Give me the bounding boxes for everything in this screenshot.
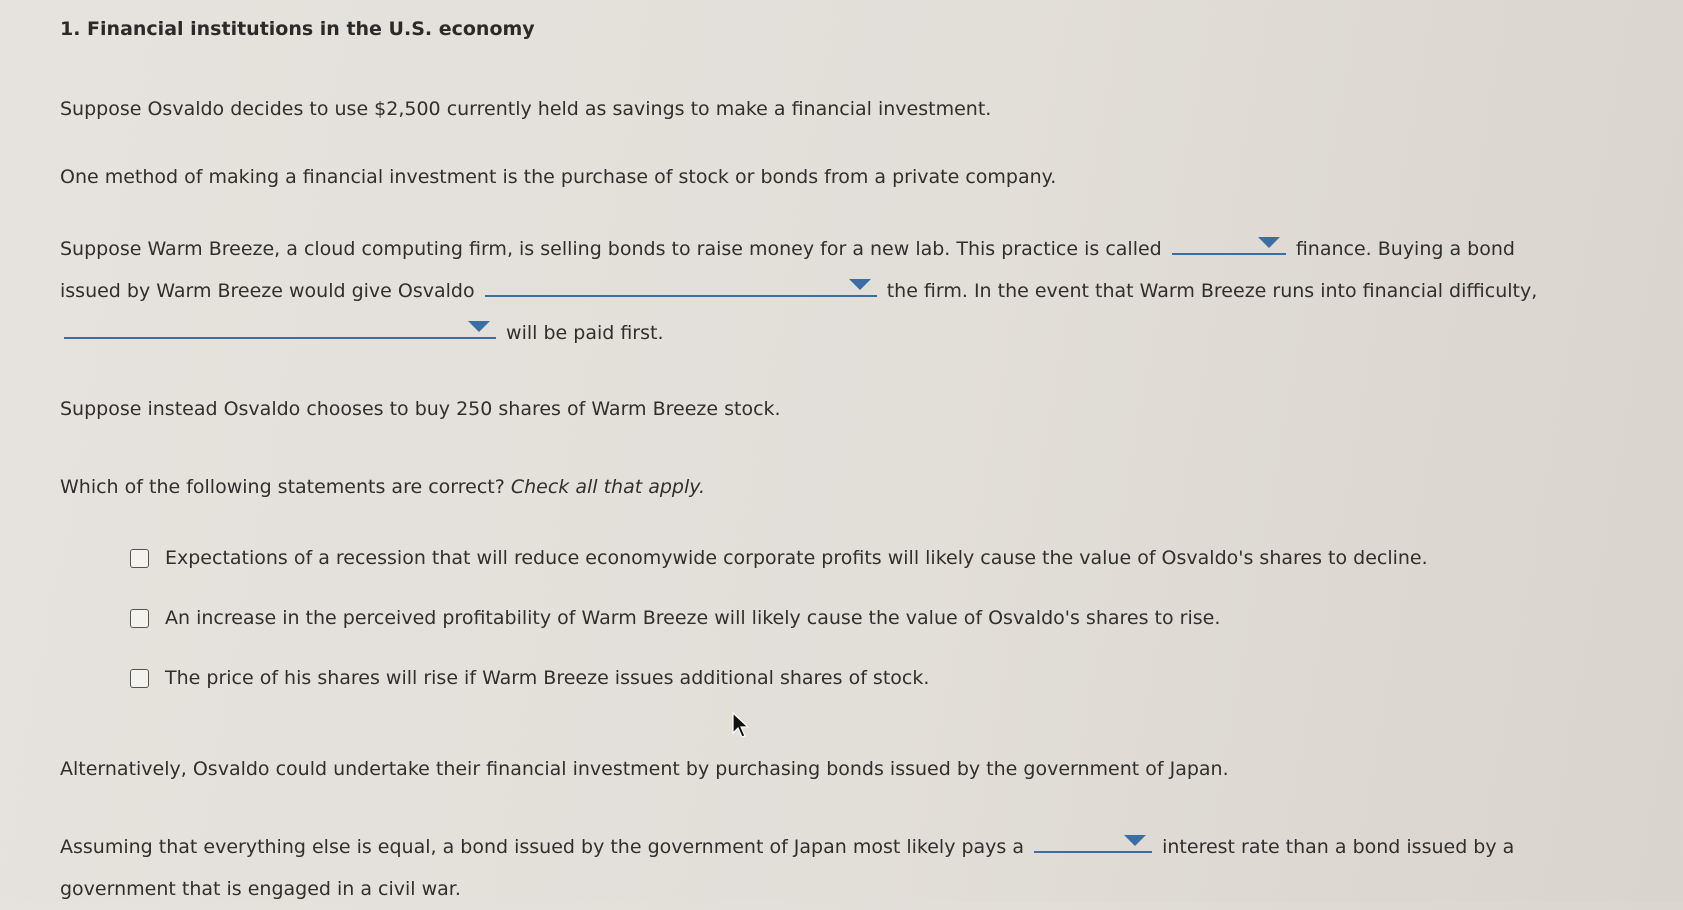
caret-down-icon xyxy=(1258,237,1280,248)
question-title: 1. Financial institutions in the U.S. economy xyxy=(60,18,535,40)
bond-text-1: Suppose Warm Breeze, a cloud computing firm, is selling bonds to raise money for a new lab. This practice is called xyxy=(60,238,1162,260)
option-recession[interactable] xyxy=(130,528,1428,588)
japan-text-1: Assuming that everything else is equal, a bond issued by the government of Japan most likely pays a xyxy=(60,836,1025,858)
japan-intro-text: Alternatively, Osvaldo could undertake their financial investment by purchasing bonds issued by the government of Japan. xyxy=(60,758,1229,780)
checkbox-icon[interactable] xyxy=(130,549,149,568)
paid-first-dropdown[interactable] xyxy=(64,315,496,339)
checkbox-icon[interactable] xyxy=(130,669,149,688)
option-profitability[interactable] xyxy=(130,588,1428,648)
caret-down-icon xyxy=(849,279,871,290)
bond-text-3: the firm. In the event that Warm Breeze runs into financial difficulty, xyxy=(886,280,1538,302)
question-panel xyxy=(60,18,1660,900)
which-prefix: Which of the following statements are correct? xyxy=(60,476,511,498)
mouse-pointer-icon xyxy=(732,712,752,740)
method-text: One method of making a financial investment is the purchase of stock or bonds from a private company. xyxy=(60,166,1057,188)
caret-down-icon xyxy=(468,321,490,332)
option-additional-shares[interactable] xyxy=(130,648,1428,708)
intro-text: Suppose Osvaldo decides to use $2,500 currently held as savings to make a financial investment. xyxy=(60,98,992,120)
checkbox-icon[interactable] xyxy=(130,609,149,628)
japan-paragraph xyxy=(60,826,1620,910)
finance-type-dropdown[interactable] xyxy=(1172,231,1286,255)
bond-text-2: finance. Buying a bond issued by Warm Breeze would give Osvaldo xyxy=(60,238,1515,302)
which-statements-text xyxy=(60,466,705,508)
checkbox-options xyxy=(130,528,1428,708)
stock-intro-text: Suppose instead Osvaldo chooses to buy 250 shares of Warm Breeze stock. xyxy=(60,398,781,420)
option-label: The price of his shares will rise if Warm Breeze issues additional shares of stock. xyxy=(165,667,930,689)
check-all-instruction: Check all that apply. xyxy=(510,476,706,498)
bond-paragraph xyxy=(60,228,1560,354)
bond-relationship-dropdown[interactable] xyxy=(485,273,877,297)
bond-text-4: will be paid first. xyxy=(506,322,664,344)
japan-text-2: interest rate than a bond issued by a government that is engaged in a civil war. xyxy=(60,836,1515,900)
option-label: Expectations of a recession that will reduce economywide corporate profits will likely cause the value of Osvaldo's shares to decline. xyxy=(165,547,1428,569)
option-label: An increase in the perceived profitability of Warm Breeze will likely cause the value of Osvaldo's shares to rise. xyxy=(165,607,1221,629)
interest-rate-dropdown[interactable] xyxy=(1034,829,1152,853)
caret-down-icon xyxy=(1124,835,1146,846)
